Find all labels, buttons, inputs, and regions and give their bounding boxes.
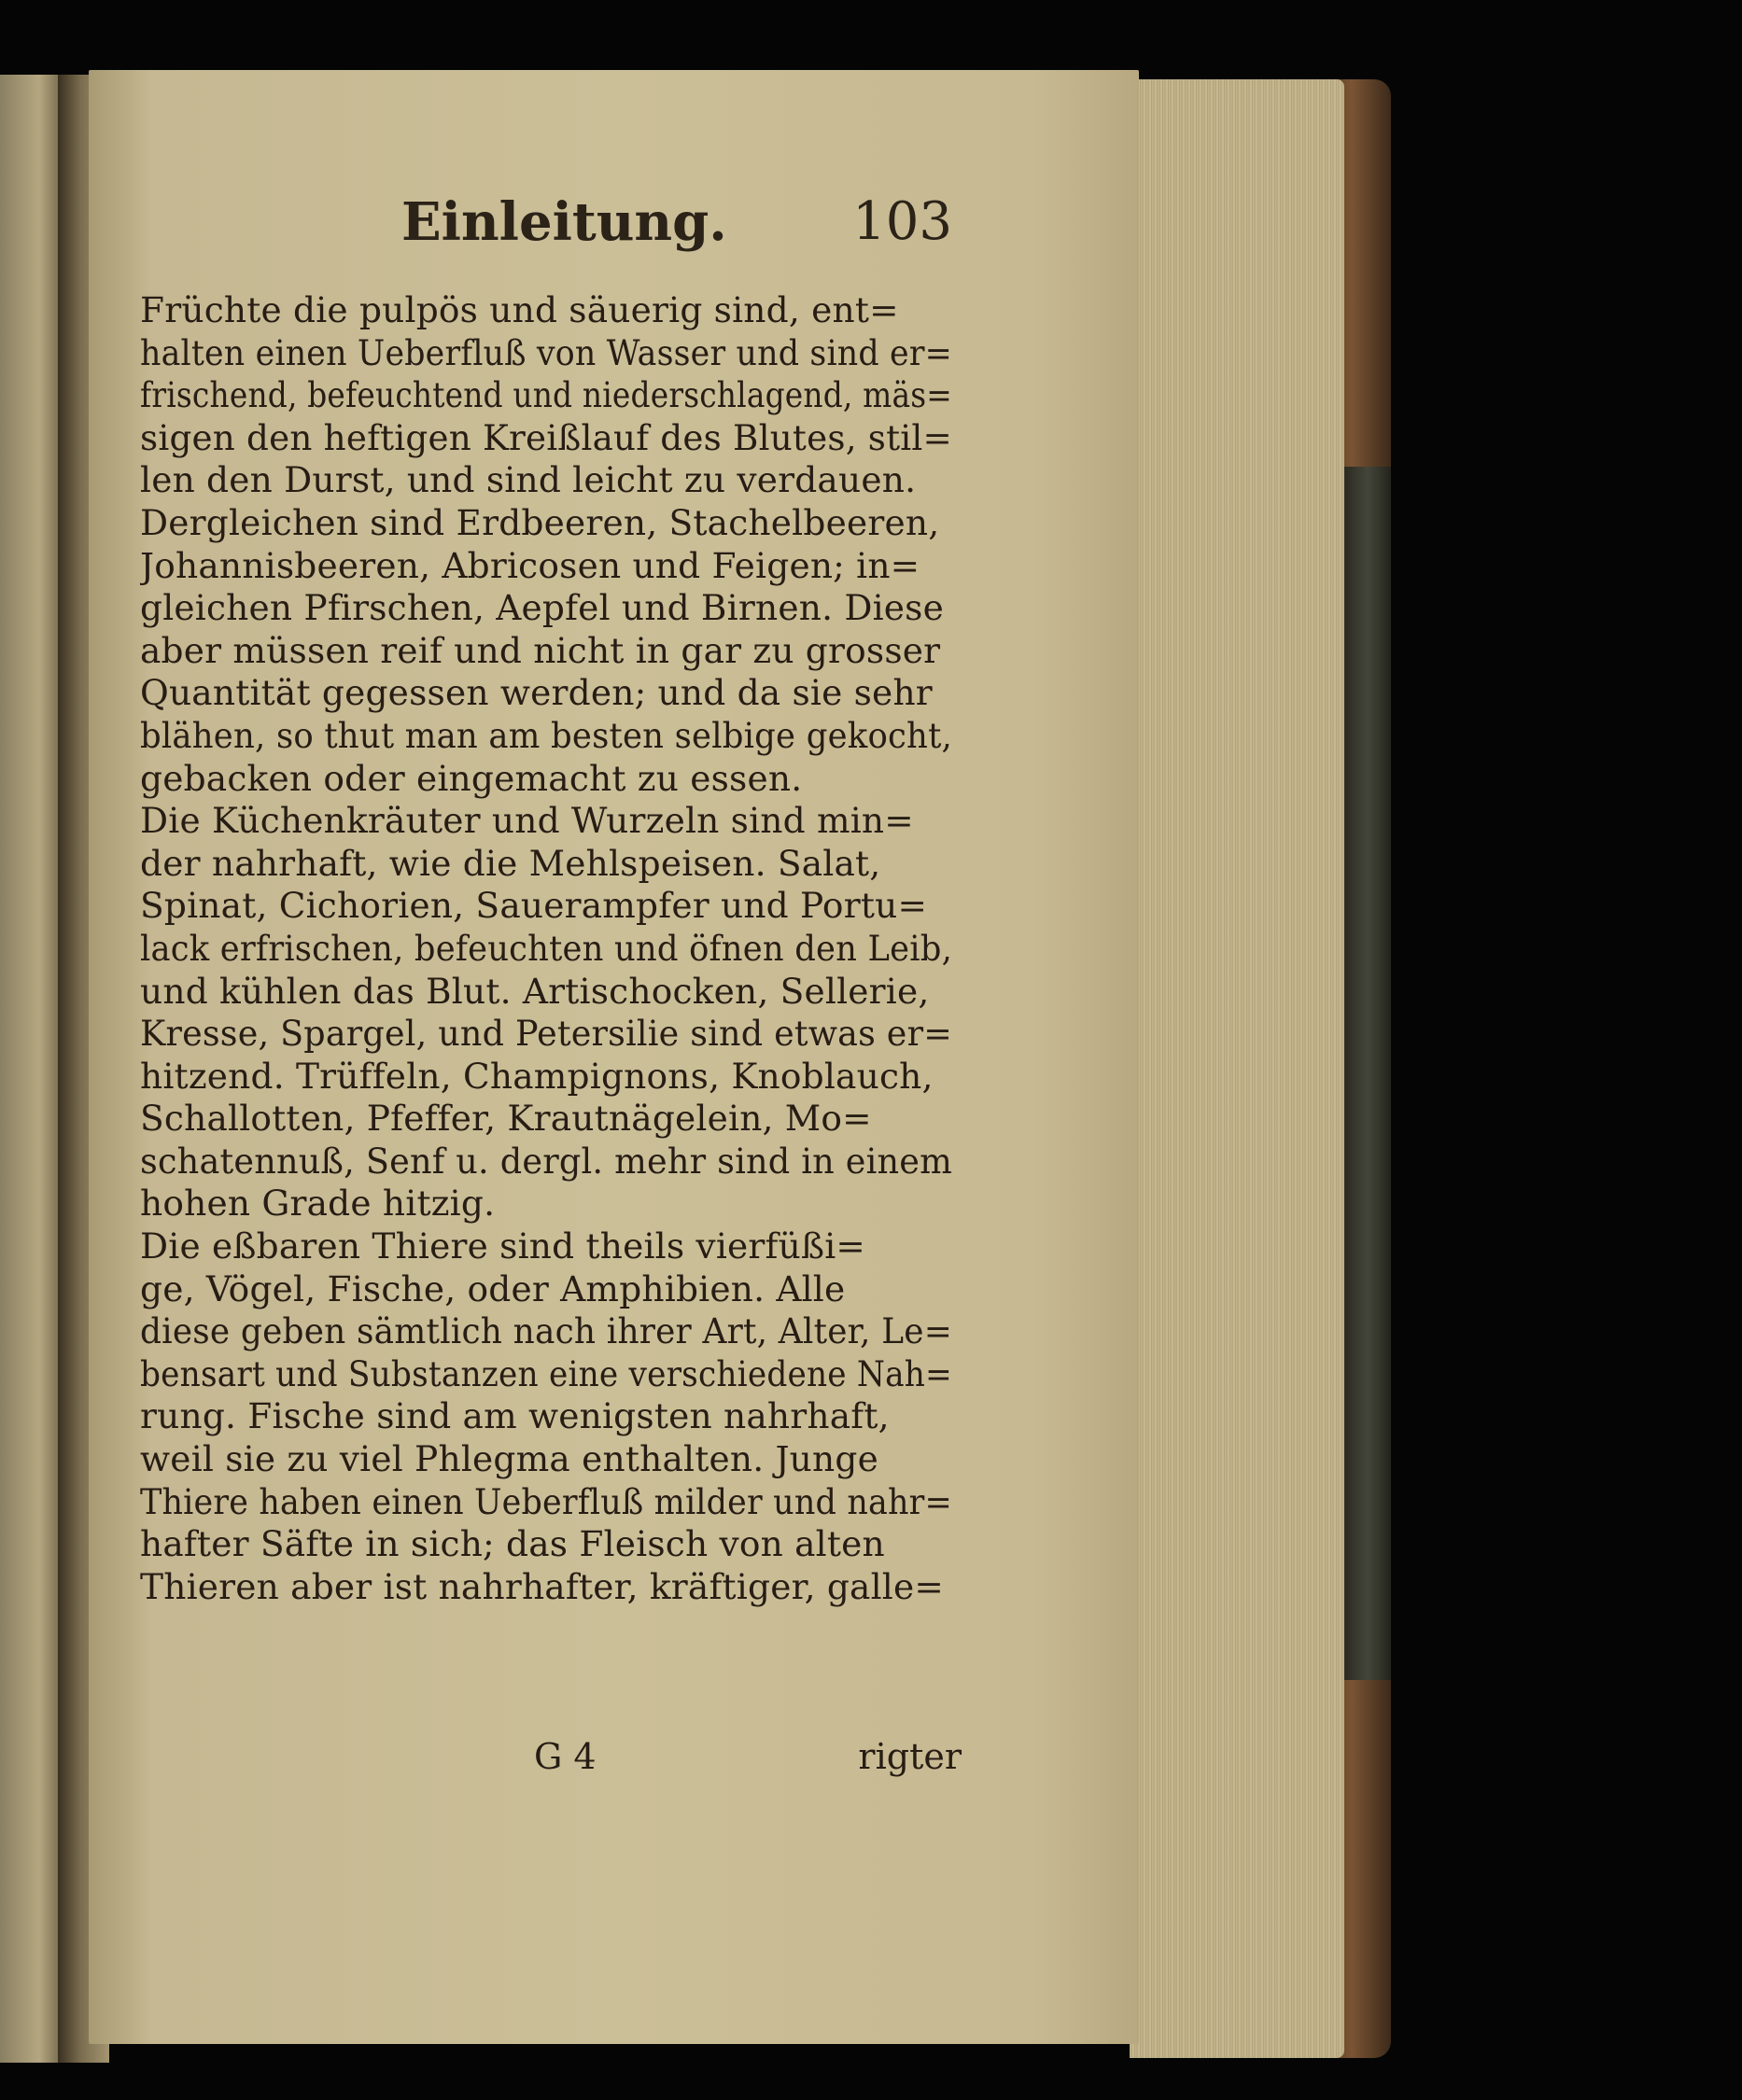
- text-line: [140, 1225, 952, 1268]
- text-line: [140, 885, 952, 928]
- text-line-content: Quantität gegessen werden; und da sie sehr: [140, 672, 933, 714]
- text-line: [140, 332, 952, 375]
- text-line-content: Schallotten, Pfeffer, Krautnägelein, Mo=: [140, 1098, 872, 1140]
- signature-mark: G 4: [534, 1736, 597, 1777]
- text-line: [140, 1098, 952, 1141]
- running-title: Einleitung.: [401, 191, 727, 253]
- text-line-content: Johannisbeeren, Abricosen und Feigen; in=: [140, 544, 920, 586]
- text-line: [140, 1056, 952, 1099]
- cover-spine-patch: [1344, 467, 1391, 1680]
- page-number: 103: [852, 191, 952, 252]
- text-line-content: Thiere haben einen Ueberfluß milder und nahr=: [140, 1480, 952, 1522]
- text-line-content: lack erfrischen, befeuchten und öfnen den Leib,: [140, 927, 952, 969]
- text-line: [140, 1183, 952, 1225]
- text-line-content: gleichen Pfirschen, Aepfel und Birnen. Diese: [140, 587, 945, 629]
- text-line-content: sigen den heftigen Kreißlauf des Blutes, stil=: [140, 416, 952, 458]
- text-line-content: Thieren aber ist nahrhafter, kräftiger, galle=: [140, 1565, 945, 1607]
- text-line: [140, 1566, 952, 1609]
- text-line: [140, 1268, 952, 1311]
- left-page-edge: [0, 75, 65, 2063]
- text-line: [140, 1438, 952, 1481]
- text-line-content: aber müssen reif und nicht in gar zu grosser: [140, 629, 941, 671]
- text-line: [140, 800, 952, 843]
- text-line: [140, 417, 952, 460]
- text-line-content: hitzend. Trüffeln, Champignons, Knoblauch,: [140, 1055, 934, 1097]
- text-line: [140, 1310, 952, 1353]
- text-line: [140, 1353, 952, 1396]
- text-line-content: der nahrhaft, wie die Mehlspeisen. Salat,: [140, 842, 881, 884]
- body-text: [140, 289, 952, 1608]
- text-line-content: Kresse, Spargel, und Petersilie sind etwas er=: [140, 1013, 952, 1055]
- text-line: [140, 289, 952, 332]
- text-line: [140, 1013, 952, 1056]
- text-line-content: Dergleichen sind Erdbeeren, Stachelbeeren,: [140, 501, 940, 543]
- text-line-content: rung. Fische sind am wenigsten nahrhaft,: [140, 1395, 890, 1437]
- text-line-content: und kühlen das Blut. Artischocken, Sellerie,: [140, 970, 930, 1012]
- text-line-content: blähen, so thut man am besten selbige gekocht,: [140, 714, 952, 756]
- text-line: [140, 928, 952, 971]
- text-line-content: halten einen Ueberfluß von Wasser und sind er=: [140, 331, 952, 373]
- text-line-content: weil sie zu viel Phlegma enthalten. Junge: [140, 1438, 878, 1480]
- text-line-content: frischend, befeuchtend und niederschlagend, mäs=: [140, 374, 952, 416]
- text-line-content: bensart und Substanzen eine verschiedene Nah=: [140, 1352, 952, 1394]
- text-line-content: Spinat, Cichorien, Sauerampfer und Portu=: [140, 885, 928, 927]
- text-line: [140, 715, 952, 758]
- text-line: [140, 630, 952, 673]
- text-line: [140, 502, 952, 545]
- text-line: [140, 1395, 952, 1438]
- text-line: [140, 587, 952, 630]
- text-line: [140, 1141, 952, 1183]
- page-edges: [1130, 79, 1344, 2058]
- page-footer: [140, 1736, 962, 1783]
- text-line: [140, 545, 952, 588]
- text-line-content: hafter Säfte in sich; das Fleisch von alten: [140, 1523, 885, 1565]
- text-line: [140, 459, 952, 502]
- text-line-content: schatennuß, Senf u. dergl. mehr sind in einem: [140, 1140, 952, 1182]
- text-line: [140, 843, 952, 886]
- text-line-content: gebacken oder eingemacht zu essen.: [140, 757, 803, 799]
- text-line: [140, 672, 952, 715]
- text-line-content: len den Durst, und sind leicht zu verdauen.: [140, 459, 917, 501]
- text-line-content: hohen Grade hitzig.: [140, 1183, 496, 1225]
- text-line: [140, 1523, 952, 1566]
- text-line: [140, 758, 952, 801]
- text-line-content: Die Küchenkräuter und Wurzeln sind min=: [140, 800, 914, 842]
- text-line-content: diese geben sämtlich nach ihrer Art, Alter, Le=: [140, 1310, 952, 1352]
- text-line-content: Die eßbaren Thiere sind theils vierfüßi=: [140, 1225, 866, 1267]
- text-line-content: Früchte die pulpös und säuerig sind, ent=: [140, 289, 899, 330]
- catchword: rigter: [858, 1736, 962, 1777]
- text-line: [140, 374, 952, 417]
- running-header: [401, 191, 952, 266]
- text-line: [140, 1481, 952, 1524]
- text-line-content: ge, Vögel, Fische, oder Amphibien. Alle: [140, 1267, 846, 1309]
- text-line: [140, 971, 952, 1014]
